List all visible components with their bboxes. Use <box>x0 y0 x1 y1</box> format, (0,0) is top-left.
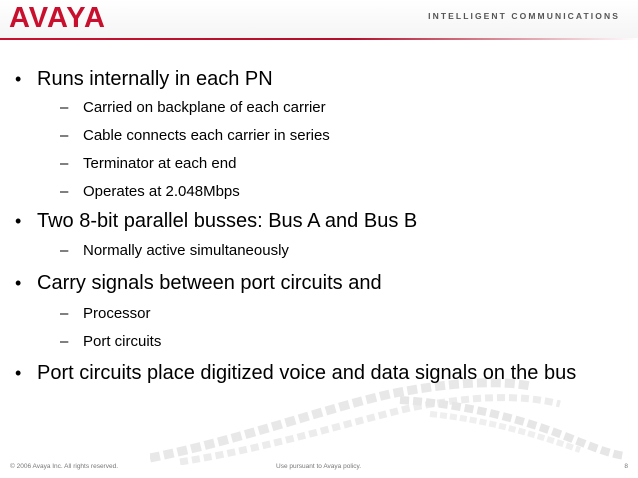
footer-copyright: © 2006 Avaya Inc. All rights reserved. <box>10 463 119 470</box>
sub-bullet-text: Normally active simultaneously <box>83 242 289 259</box>
avaya-logo: AVAYA <box>9 2 106 34</box>
sub-bullet-text: Carried on backplane of each carrier <box>83 99 326 116</box>
header-tagline: INTELLIGENT COMMUNICATIONS <box>428 11 620 21</box>
sub-bullet-text: Terminator at each end <box>83 155 237 172</box>
sub-bullet-marker: – <box>60 183 69 200</box>
footer-notice: Use pursuant to Avaya policy. <box>276 463 362 470</box>
sub-bullet-text: Port circuits <box>83 333 162 350</box>
sub-bullet-marker: – <box>60 127 69 144</box>
bullet-text: Port circuits place digitized voice and data signals on the bus <box>37 362 577 384</box>
page-number: 8 <box>624 463 628 470</box>
sub-bullet-text: Cable connects each carrier in series <box>83 127 330 144</box>
bullet-text: Carry signals between port circuits and <box>37 272 382 294</box>
bullet-marker: • <box>15 69 22 89</box>
sub-bullet-marker: – <box>60 242 69 259</box>
bullet-marker: • <box>15 363 22 383</box>
sub-bullet-marker: – <box>60 305 69 322</box>
sub-bullet-marker: – <box>60 99 69 116</box>
bullet-text: Runs internally in each PN <box>37 68 273 90</box>
sub-bullet-text: Operates at 2.048Mbps <box>83 183 240 200</box>
bullet-text: Two 8-bit parallel busses: Bus A and Bus B <box>37 210 418 232</box>
bullet-marker: • <box>15 211 22 231</box>
sub-bullet-marker: – <box>60 155 69 172</box>
bullet-marker: • <box>15 273 22 293</box>
sub-bullet-marker: – <box>60 333 69 350</box>
sub-bullet-text: Processor <box>83 305 151 322</box>
